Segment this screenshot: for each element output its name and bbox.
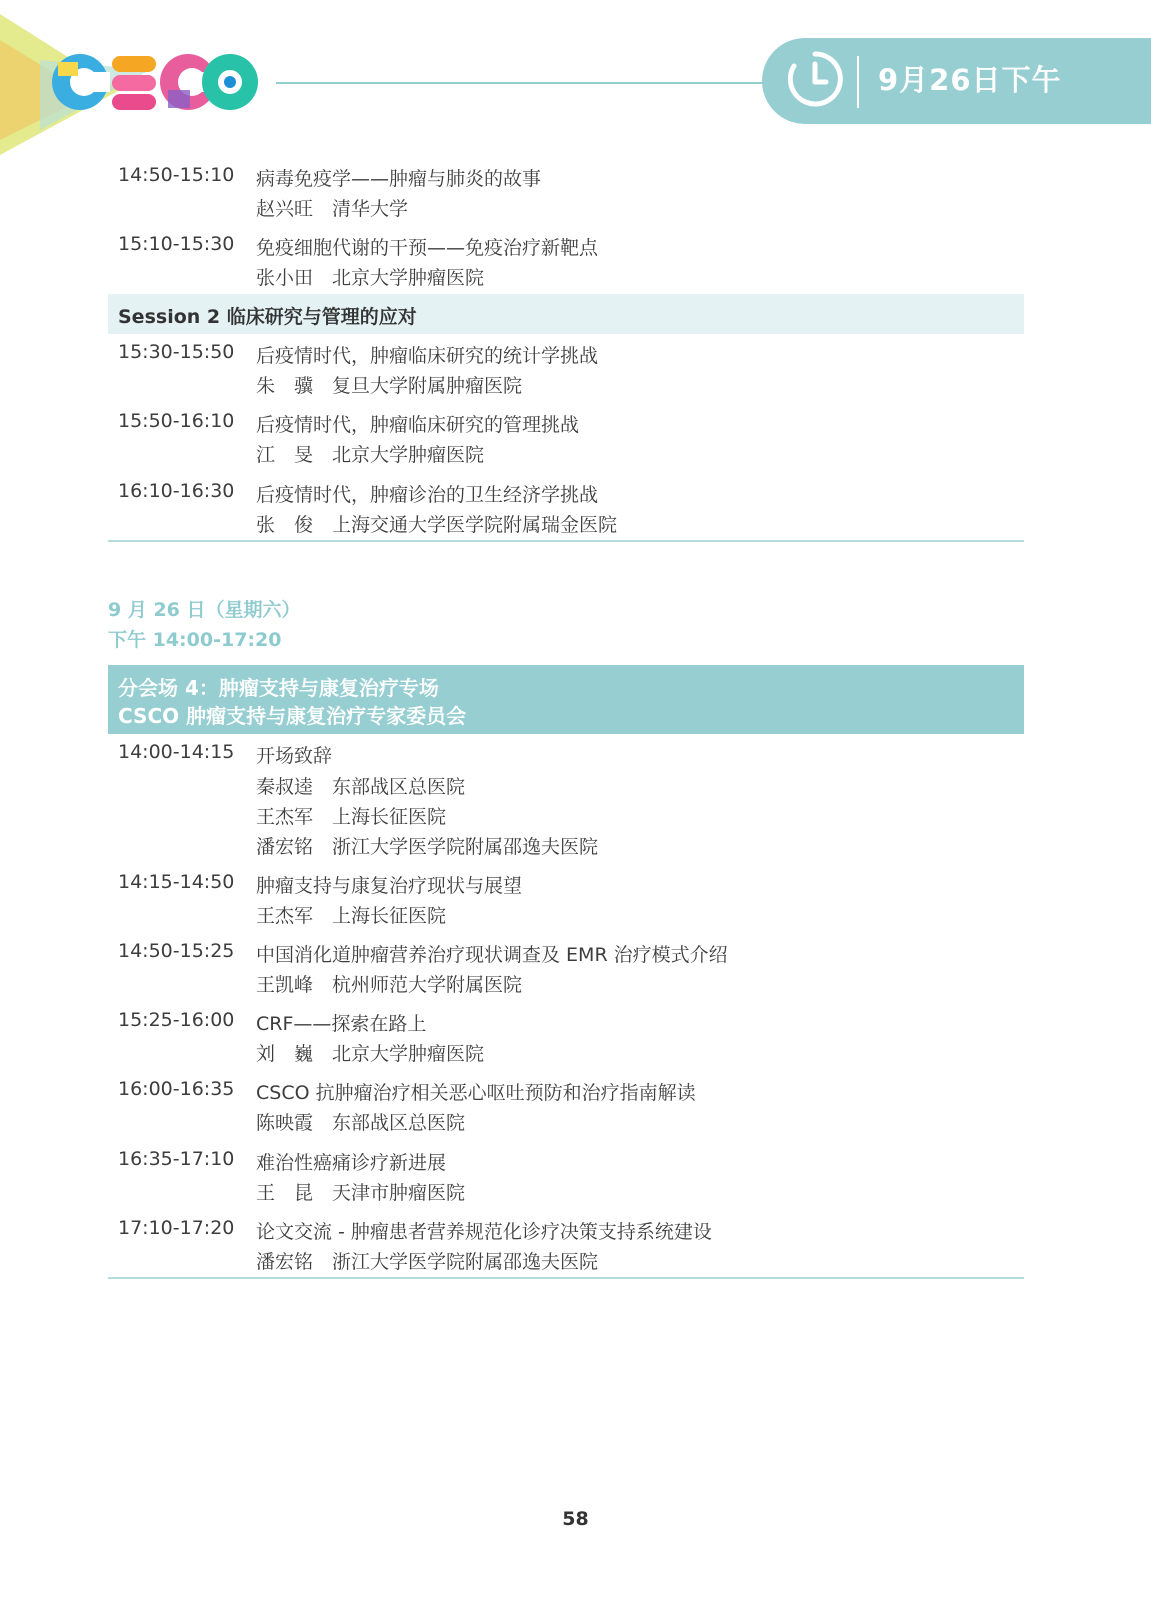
item-speaker: 朱 骥 复旦大学附属肿瘤医院 [256,375,523,397]
item-title: 后疫情时代，肿瘤诊治的卫生经济学挑战 [256,484,599,506]
session-header [108,294,1024,334]
item-time: 15:25-16:00 [118,1009,235,1031]
csco-logo [0,0,280,160]
item-speaker: 张 俊 上海交通大学医学院附属瑞金医院 [256,514,618,536]
item-speaker: 潘宏铭 浙江大学医学院附属邵逸夫医院 [256,1251,599,1273]
page-number: 58 [562,1508,589,1530]
session-date: 9 月 26 日（星期六） [108,599,301,621]
item-time: 16:10-16:30 [118,480,235,502]
item-time: 14:15-14:50 [118,871,235,893]
item-speaker: 王杰军 上海长征医院 [256,905,447,927]
item-title: CRF——探索在路上 [256,1013,427,1035]
item-title: 病毒免疫学——肿瘤与肺炎的故事 [256,168,542,190]
item-title: 后疫情时代，肿瘤临床研究的管理挑战 [256,414,580,436]
section-rule [108,540,1024,542]
venue-title: 分会场 4：肿瘤支持与康复治疗专场 [118,676,439,700]
item-time: 14:00-14:15 [118,741,235,763]
item-speaker: 张小田 北京大学肿瘤医院 [256,267,485,289]
item-speaker: 潘宏铭 浙江大学医学院附属邵逸夫医院 [256,836,599,858]
item-title: 后疫情时代，肿瘤临床研究的统计学挑战 [256,345,599,367]
item-speaker: 江 旻 北京大学肿瘤医院 [256,444,485,466]
item-speaker: 赵兴旺 清华大学 [256,198,409,220]
venue-committee: CSCO 肿瘤支持与康复治疗专家委员会 [118,704,467,728]
item-speaker: 王凯峰 杭州师范大学附属医院 [256,974,523,996]
item-time: 14:50-15:10 [118,164,235,186]
item-title: 开场致辞 [256,745,333,767]
item-time: 16:35-17:10 [118,1148,235,1170]
item-title: 肿瘤支持与康复治疗现状与展望 [256,875,523,897]
item-speaker: 陈映霞 东部战区总医院 [256,1112,466,1134]
item-time: 15:30-15:50 [118,341,235,363]
item-speaker: 王 昆 天津市肿瘤医院 [256,1182,466,1204]
venue-header [108,665,1024,734]
item-speaker: 王杰军 上海长征医院 [256,806,447,828]
banner-date-text: 9月26日下午 [878,63,1062,97]
item-time: 15:10-15:30 [118,233,235,255]
date-banner [762,38,1151,124]
session-time-range: 下午 14:00-17:20 [108,629,282,651]
session-label: Session 2 临床研究与管理的应对 [118,306,417,328]
item-time: 14:50-15:25 [118,940,235,962]
item-title: 论文交流 - 肿瘤患者营养规范化诊疗决策支持系统建设 [256,1221,712,1243]
banner-divider [857,56,859,108]
item-title: CSCO 抗肿瘤治疗相关恶心呕吐预防和治疗指南解读 [256,1082,696,1104]
item-time: 16:00-16:35 [118,1078,235,1100]
item-title: 难治性癌痛诊疗新进展 [256,1152,447,1174]
item-time: 15:50-16:10 [118,410,235,432]
clock-icon [782,46,848,112]
section-rule [108,1277,1024,1279]
item-title: 中国消化道肿瘤营养治疗现状调查及 EMR 治疗模式介绍 [256,944,728,966]
item-time: 17:10-17:20 [118,1217,235,1239]
header-divider-line [276,82,776,84]
item-title: 免疫细胞代谢的干预——免疫治疗新靶点 [256,237,599,259]
item-speaker: 秦叔逵 东部战区总医院 [256,776,466,798]
item-speaker: 刘 巍 北京大学肿瘤医院 [256,1043,485,1065]
